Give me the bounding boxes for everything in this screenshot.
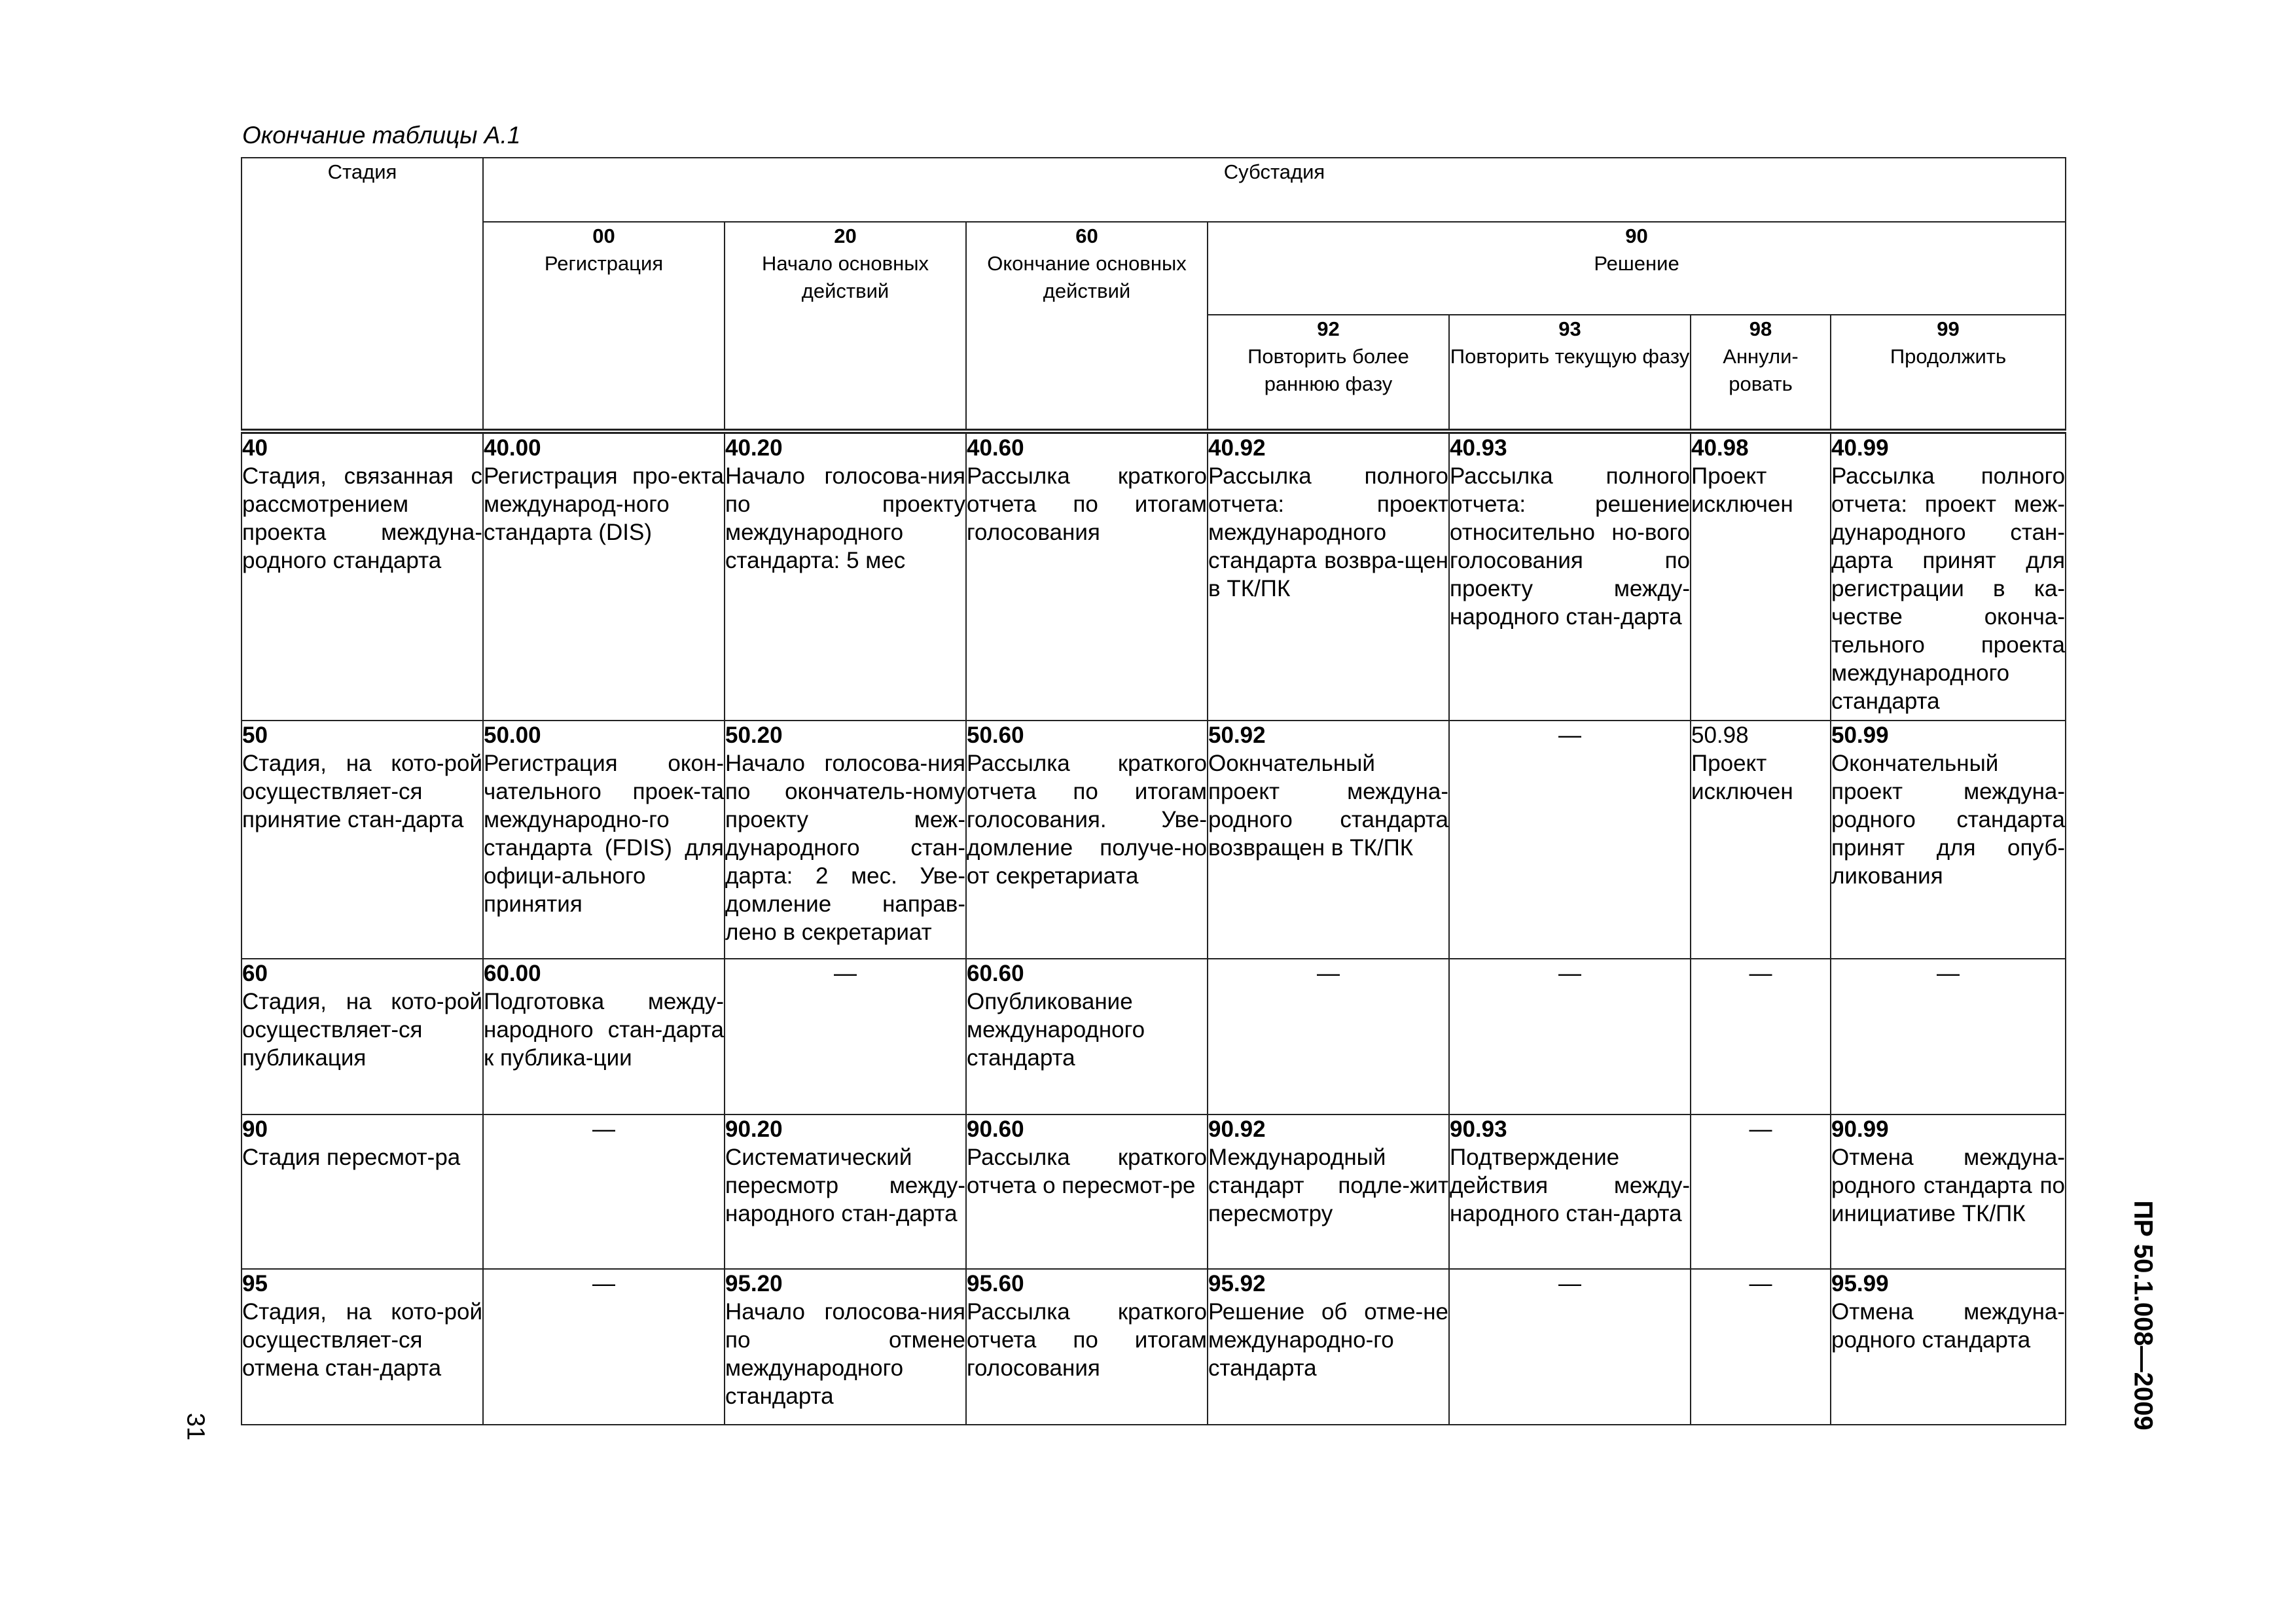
substage-cell <box>725 431 966 721</box>
substage-text: Рассылка полного отчета: решение относительно но-вого голосования по проекту между-народного стан-дарта <box>1450 463 1690 630</box>
substage-cell <box>1691 959 1831 1115</box>
stage-text: Стадия, на кото-рой осуществляет-ся публикация <box>242 989 482 1071</box>
substage-cell <box>1691 1269 1831 1425</box>
substage-cell <box>483 431 725 721</box>
substage-cell <box>1449 1269 1691 1425</box>
substage-cell <box>1449 721 1691 959</box>
dash: — <box>592 1116 615 1142</box>
table-caption: Окончание таблицы А.1 <box>242 122 521 149</box>
substage-code: 95.60 <box>967 1271 1024 1296</box>
stage-text: Стадия, на кото-рой осуществляет-ся отмена стан-дарта <box>242 1299 482 1381</box>
substage-cell <box>725 721 966 959</box>
substage-cell <box>966 959 1208 1115</box>
substage-cell <box>1208 1269 1449 1425</box>
substage-cell <box>966 431 1208 721</box>
substage-text: Окончательный проект междуна-родного стандарта принят для опуб-ликования <box>1831 751 2066 889</box>
substage-cell <box>1449 1115 1691 1269</box>
substage-text: Отмена междуна-родного стандарта <box>1831 1299 2066 1353</box>
substage-code: 50.60 <box>967 722 1024 748</box>
substage-cell <box>483 959 725 1115</box>
substage-text: Рассылка краткого отчета по итогам голосования. Уве-домление получе-но от секретариата <box>967 751 1207 889</box>
substage-cell <box>1691 1115 1831 1269</box>
substage-text: Рассылка краткого отчета по итогам голосования <box>967 463 1207 545</box>
substage-code: 40.92 <box>1208 435 1266 461</box>
substage-text: Регистрация про-екта международ-ного стандарта (DIS) <box>484 463 724 545</box>
substage-text: Подтверждение действия между-народного стан-дарта <box>1450 1145 1690 1226</box>
stage-code: 40 <box>242 435 268 461</box>
substage-code: 40.99 <box>1831 435 1889 461</box>
substage-code: 40.00 <box>484 435 541 461</box>
substage-cell <box>725 1269 966 1425</box>
page-number: 31 <box>181 1412 209 1441</box>
header-90: 90 Решение <box>1208 222 2066 315</box>
substage-text: Подготовка между-народного стан-дарта к публика-ции <box>484 989 724 1071</box>
dash: — <box>1317 961 1340 986</box>
substage-cell <box>1449 431 1691 721</box>
stage-code: 95 <box>242 1271 268 1296</box>
substage-code: 60.60 <box>967 961 1024 986</box>
substage-cell <box>1208 431 1449 721</box>
substage-text: Решение об отме-не международно-го стандарта <box>1208 1299 1448 1381</box>
substage-code: 40.20 <box>725 435 783 461</box>
substage-cell <box>1691 431 1831 721</box>
stage-text: Стадия пересмот-ра <box>242 1145 461 1170</box>
table-body <box>242 431 2066 1425</box>
header-60: 60 Окончание основных действий <box>966 222 1208 431</box>
substage-text: Рассылка краткого отчета о пересмот-ре <box>967 1145 1207 1198</box>
table-row <box>242 1115 2066 1269</box>
stage-code: 50 <box>242 722 268 748</box>
stage-code: 60 <box>242 961 268 986</box>
substage-text: Систематический пересмотр между-народного стан-дарта <box>725 1145 965 1226</box>
substage-cell <box>1831 721 2066 959</box>
substage-code: 95.99 <box>1831 1271 1889 1296</box>
dash: — <box>1749 961 1772 986</box>
stage-text: Стадия, на кото-рой осуществляет-ся принятие стан-дарта <box>242 751 482 832</box>
substage-table <box>241 157 2066 1425</box>
substage-cell <box>966 1269 1208 1425</box>
stage-cell <box>242 431 483 721</box>
substage-code: 40.98 <box>1691 435 1749 461</box>
dash: — <box>1558 722 1581 748</box>
stage-cell <box>242 1115 483 1269</box>
substage-text: Рассылка краткого отчета по итогам голосования <box>967 1299 1207 1381</box>
substage-code: 90.93 <box>1450 1116 1507 1142</box>
substage-code: 90.99 <box>1831 1116 1889 1142</box>
substage-code: 90.92 <box>1208 1116 1266 1142</box>
substage-code: 40.93 <box>1450 435 1507 461</box>
header-93: 93 Повторить текущую фазу <box>1449 315 1691 431</box>
substage-code: 40.60 <box>967 435 1024 461</box>
substage-text: Проект исключен <box>1691 463 1793 517</box>
substage-cell <box>1831 1115 2066 1269</box>
substage-text: Рассылка полного отчета: проект международного стандарта возвра-щен в ТК/ПК <box>1208 463 1448 601</box>
substage-cell <box>483 721 725 959</box>
dash: — <box>1749 1116 1772 1142</box>
substage-text: Начало голосова-ния по проекту международного стандарта: 5 мес <box>725 463 965 573</box>
header-20: 20 Начало основных действий <box>725 222 966 431</box>
substage-text: Начало голосова-ния по отмене международного стандарта <box>725 1299 965 1409</box>
dash: — <box>834 961 857 986</box>
table-row <box>242 1269 2066 1425</box>
substage-cell <box>1831 1269 2066 1425</box>
substage-cell <box>483 1115 725 1269</box>
substage-code: 50.99 <box>1831 722 1889 748</box>
header-92: 92 Повторить более раннюю фазу <box>1208 315 1449 431</box>
stage-text: Стадия, связанная с рассмотрением проекта междуна-родного стандарта <box>242 463 482 573</box>
substage-text: Регистрация окон-чательного проек-та международно-го стандарта (FDIS) для офици-ального принятия <box>484 751 724 917</box>
substage-cell <box>1208 1115 1449 1269</box>
substage-text: Оокнчательный проект междуна-родного стандарта возвращен в ТК/ПК <box>1208 751 1448 861</box>
stage-code: 90 <box>242 1116 268 1142</box>
substage-cell <box>725 959 966 1115</box>
substage-cell <box>1691 721 1831 959</box>
dash: — <box>1558 961 1581 986</box>
substage-cell <box>1449 959 1691 1115</box>
stage-header: Стадия <box>242 158 483 431</box>
substage-text: Проект исключен <box>1691 751 1793 804</box>
substage-code: 90.20 <box>725 1116 783 1142</box>
stage-cell <box>242 1269 483 1425</box>
substage-cell <box>966 1115 1208 1269</box>
substage-cell <box>1208 721 1449 959</box>
substage-code: 95.92 <box>1208 1271 1266 1296</box>
substage-text: Опубликование международного стандарта <box>967 989 1145 1071</box>
substage-code: 90.60 <box>967 1116 1024 1142</box>
header-98: 98 Аннули-ровать <box>1691 315 1831 431</box>
substage-text: Начало голосова-ния по окончатель-ному проекту меж-дународного стан-дарта: 2 мес. Уве-домление направ-лено в секретариат <box>725 751 965 945</box>
substage-cell <box>966 721 1208 959</box>
substage-code: 50.20 <box>725 722 783 748</box>
substage-cell <box>1831 959 2066 1115</box>
substage-cell <box>1208 959 1449 1115</box>
substage-text: Рассылка полного отчета: проект меж-дународного стан-дарта принят для регистрации в ка-честве оконча-тельного проекта международного стандарта <box>1831 463 2066 714</box>
substage-text: Отмена междуна-родного стандарта по инициативе ТК/ПК <box>1831 1145 2066 1226</box>
header-99: 99 Продолжить <box>1831 315 2066 431</box>
substage-code: 95.20 <box>725 1271 783 1296</box>
substage-code: 50.00 <box>484 722 541 748</box>
dash: — <box>592 1271 615 1296</box>
dash: — <box>1937 961 1960 986</box>
dash: — <box>1558 1271 1581 1296</box>
stage-cell <box>242 959 483 1115</box>
substage-code: 50.98 <box>1691 722 1749 748</box>
header-00: 00 Регистрация <box>483 222 725 431</box>
stage-cell <box>242 721 483 959</box>
substage-code: 60.00 <box>484 961 541 986</box>
substage-cell <box>725 1115 966 1269</box>
substage-code: 50.92 <box>1208 722 1266 748</box>
table-row <box>242 721 2066 959</box>
substage-cell <box>483 1269 725 1425</box>
substage-header: Субстадия <box>483 158 2066 222</box>
table-row <box>242 431 2066 721</box>
substage-text: Международный стандарт подле-жит пересмотру <box>1208 1145 1448 1226</box>
table-row <box>242 959 2066 1115</box>
substage-cell <box>1831 431 2066 721</box>
document-number: ПР 50.1.008—2009 <box>2128 1200 2158 1431</box>
dash: — <box>1749 1271 1772 1296</box>
